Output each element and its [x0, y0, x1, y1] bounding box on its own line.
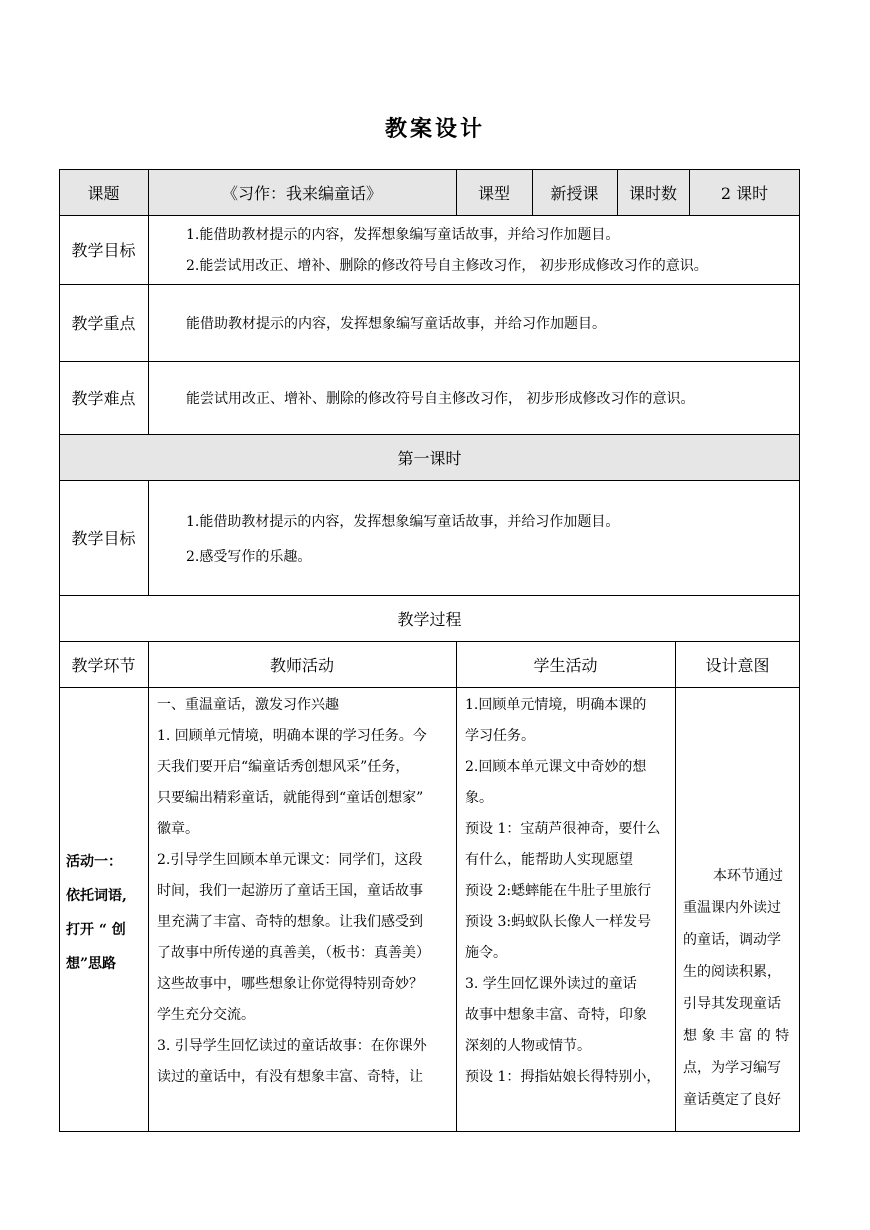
teacher-line: 这些故事中，哪些想象让你觉得特别奇妙？ — [157, 976, 423, 992]
key-point-label: 教学重点 — [71, 314, 136, 333]
key-point-text: 能借助教材提示的内容，发挥想象编写童话故事，并给习作加题目。 — [186, 315, 606, 332]
hours-label: 课时数 — [628, 183, 677, 203]
intent-line: 想 象 丰 富 的 特 — [683, 1028, 790, 1044]
column-header-student: 学生活动 — [533, 655, 598, 675]
lesson1-heading: 第一课时 — [397, 448, 462, 468]
student-line: 预设 2:蟋蟀能在牛肚子里旅行 — [465, 883, 652, 899]
goal-item-2: 2.能尝试用改正、增补、删除的修改符号自主修改习作， 初步形成修改习作的意识。 — [186, 258, 708, 274]
teacher-line: 时间，我们一起游历了童话王国，童话故事 — [157, 883, 423, 899]
teacher-activity-text — [157, 690, 452, 1093]
student-line: 预设 1：宝葫芦很神奇，要什么 — [465, 821, 661, 837]
intent-line: 点，为学习编写 — [683, 1060, 781, 1076]
student-line: 预设 1：拇指姑娘长得特别小， — [465, 1069, 661, 1085]
teacher-line: 只要编出精彩童话，就能得到“童话创想家” — [157, 790, 424, 806]
student-line: 3. 学生回忆课外读过的童话 — [465, 976, 637, 992]
student-line: 学习任务。 — [465, 728, 535, 744]
hours-value: 2 课时 — [720, 183, 769, 203]
intent-line: 童话奠定了良好 — [683, 1092, 781, 1108]
lesson1-goals-list — [186, 505, 796, 575]
student-line: 有什么，能帮助人实现愿望 — [465, 852, 633, 868]
teacher-line: 1. 回顾单元情境，明确本课的学习任务。今 — [157, 728, 427, 744]
activity1-name-line: 打开 “ 创 — [66, 922, 126, 938]
page-title: 教案设计 — [384, 116, 485, 142]
teacher-line: 读过的童话中，有没有想象丰富、奇特，让 — [157, 1069, 423, 1085]
teacher-line: 一、重温童话，激发习作兴趣 — [157, 697, 339, 713]
difficulty-label: 教学难点 — [71, 389, 136, 408]
activity1-name-line: 想”思路 — [66, 956, 117, 972]
goals-list — [186, 220, 796, 282]
intent-line: 重温课内外读过 — [683, 900, 781, 916]
type-value: 新授课 — [550, 183, 599, 203]
column-header-teacher: 教师活动 — [269, 655, 334, 675]
activity1-name-line: 活动一： — [66, 854, 122, 870]
teacher-line: 学生充分交流。 — [157, 1007, 255, 1023]
lesson1-goals-label: 教学目标 — [71, 529, 136, 548]
column-header-intent: 设计意图 — [705, 655, 770, 675]
intent-line: 引导其发现童话 — [683, 996, 781, 1012]
design-intent-text — [683, 860, 797, 1116]
student-line: 故事中想象丰富、奇特，印象 — [465, 1007, 647, 1023]
lesson1-goal-item-1: 1.能借助教材提示的内容，发挥想象编写童话故事，并给习作加题目。 — [186, 514, 620, 530]
lesson1-goal-item-2: 2.感受写作的乐趣。 — [186, 549, 312, 565]
difficulty-text: 能尝试用改正、增补、删除的修改符号自主修改习作， 初步形成修改习作的意识。 — [186, 390, 695, 407]
student-line: 1.回顾单元情境，明确本课的 — [465, 697, 647, 713]
student-line: 预设 3:蚂蚁队长像人一样发号 — [465, 914, 652, 930]
activity1-name — [66, 845, 144, 981]
teacher-line: 3. 引导学生回忆读过的童话故事：在你课外 — [157, 1038, 427, 1054]
intent-line: 的童话，调动学 — [683, 932, 781, 948]
intent-line: 生的阅读积累， — [683, 964, 781, 980]
goals-label: 教学目标 — [71, 241, 136, 260]
intent-line: 本环节通过 — [713, 868, 783, 884]
student-activity-text — [465, 690, 672, 1093]
teacher-line: 2.引导学生回顾本单元课文：同学们，这段 — [157, 852, 423, 868]
topic-label: 课题 — [87, 183, 120, 203]
goal-item-1: 1.能借助教材提示的内容，发挥想象编写童话故事，并给习作加题目。 — [186, 227, 620, 243]
topic-value: 《习作：我来编童话》 — [221, 183, 382, 203]
student-line: 象。 — [465, 790, 493, 806]
activity1-name-line: 依托词语, — [66, 888, 127, 904]
column-header-stage: 教学环节 — [71, 655, 136, 675]
process-heading: 教学过程 — [397, 609, 462, 629]
teacher-line: 天我们要开启“编童话秀创想风采”任务， — [157, 759, 410, 775]
teacher-line: 徽章。 — [157, 821, 199, 837]
student-line: 2.回顾本单元课文中奇妙的想 — [465, 759, 647, 775]
teacher-line: 里充满了丰富、奇特的想象。让我们感受到 — [157, 914, 423, 930]
type-label: 课型 — [477, 183, 510, 203]
student-line: 施令。 — [465, 945, 507, 961]
teacher-line: 了故事中所传递的真善美，（板书：真善美） — [157, 945, 430, 961]
student-line: 深刻的人物或情节。 — [465, 1038, 591, 1054]
